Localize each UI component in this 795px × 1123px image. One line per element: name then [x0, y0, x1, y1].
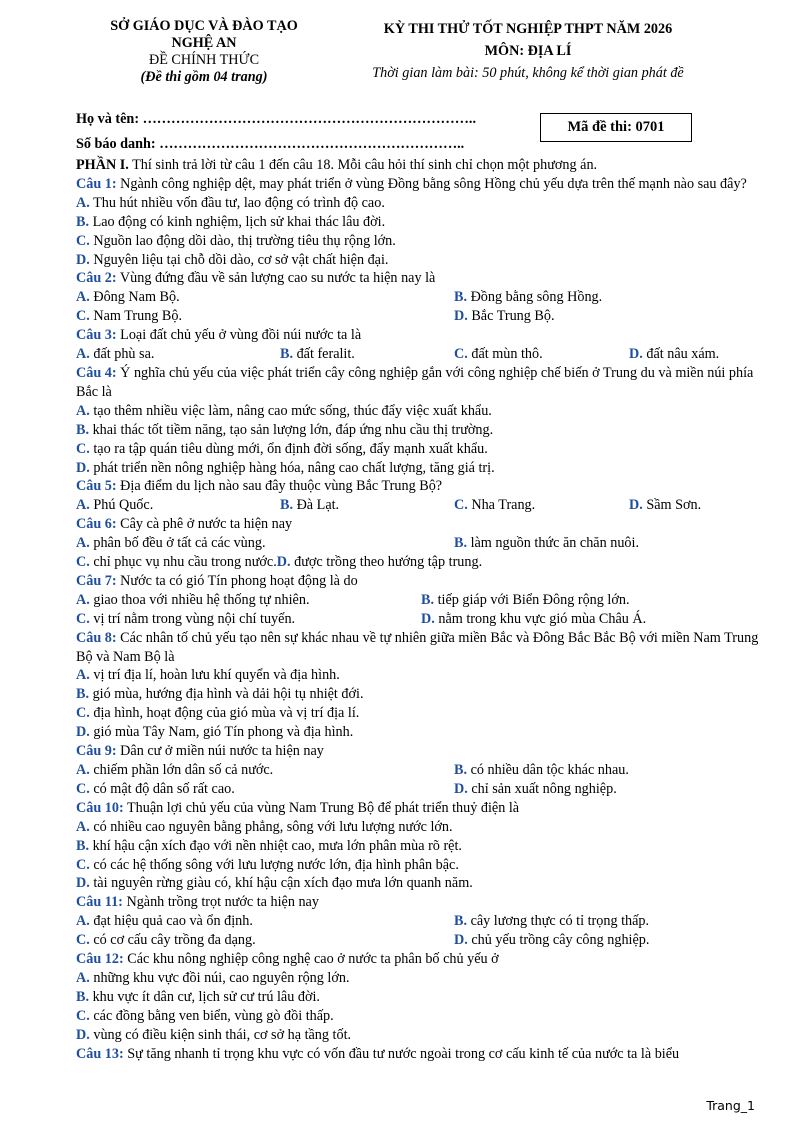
option-letter: A. [76, 818, 90, 835]
option-text: chủ yếu trồng cây công nghiệp. [467, 932, 650, 949]
option-row [76, 1026, 760, 1045]
page-number: Trang_1 [706, 1098, 755, 1113]
option-row [76, 1007, 760, 1026]
question-block [76, 893, 760, 950]
option-text: đất nâu xám. [642, 346, 720, 363]
option-text: Nguồn lao động dồi dào, thị trường tiêu thụ rộng lớn. [89, 232, 396, 249]
option-text: đất feralit. [293, 346, 355, 363]
option-letter: D. [629, 497, 643, 514]
option-row [76, 591, 760, 610]
option-row [76, 818, 760, 837]
province-name: NGHỆ AN [171, 35, 237, 51]
option-letter: B. [76, 686, 90, 703]
answer-option [76, 1026, 351, 1045]
option-text: những khu vực đồi núi, cao nguyên rộng lớn. [89, 969, 350, 986]
option-text: địa hình, hoạt động của gió mùa và vị trí địa lí. [89, 705, 360, 722]
part-intro [76, 156, 760, 175]
option-row [76, 307, 760, 326]
answer-option [76, 723, 353, 742]
option-row [76, 288, 760, 307]
issuer-block [78, 18, 330, 86]
option-letter: B. [76, 421, 90, 438]
question-stem [76, 175, 760, 194]
answer-option [76, 553, 277, 572]
answer-option [76, 874, 473, 893]
answer-option [454, 931, 649, 950]
option-text: nằm trong khu vực gió mùa Châu Á. [434, 610, 647, 627]
answer-option [277, 553, 482, 572]
option-letter: B. [76, 837, 90, 854]
option-letter: B. [454, 289, 468, 306]
option-row [76, 666, 760, 685]
option-row [76, 421, 760, 440]
option-text: Bắc Trung Bộ. [467, 308, 555, 325]
candidate-name-line: Họ và tên: …………………………………………………………….. [76, 111, 477, 127]
question-text: Địa điểm du lịch nào sau đây thuộc vùng Bắc Trung Bộ? [116, 478, 443, 495]
question-stem [76, 742, 760, 761]
question-number: Câu 6: [76, 516, 117, 533]
candidate-id-line: Số báo danh: ……………………………………………………….. [76, 136, 465, 152]
answer-option [76, 969, 350, 988]
option-letter: B. [454, 535, 468, 552]
answer-option [76, 704, 359, 723]
option-letter: A. [76, 535, 90, 552]
option-letter: B. [280, 497, 294, 514]
answer-option [76, 1007, 334, 1026]
option-letter: A. [76, 913, 90, 930]
question-number: Câu 9: [76, 743, 117, 760]
answer-option [76, 213, 385, 232]
part-label: PHẦN I. [76, 157, 129, 173]
question-number: Câu 4: [76, 364, 117, 381]
option-text: vị trí địa lí, hoàn lưu khí quyển và địa hình. [89, 667, 340, 684]
question-number: Câu 11: [76, 894, 123, 911]
answer-option [76, 440, 488, 459]
option-row [76, 931, 760, 950]
answer-option [76, 761, 454, 780]
answer-option [76, 685, 364, 704]
option-text: khu vực ít dân cư, lịch sử cư trú lâu đời. [89, 988, 320, 1005]
option-row [76, 496, 760, 515]
question-block [76, 477, 760, 515]
exam-content [76, 156, 760, 1064]
answer-option [629, 496, 701, 515]
option-row [76, 213, 760, 232]
option-text: có nhiều cao nguyên bằng phẳng, sông với lưu lượng nước lớn. [89, 818, 453, 835]
answer-option [421, 610, 646, 629]
answer-option [76, 251, 388, 270]
subject-title: MÔN: ĐỊA LÍ [484, 43, 572, 59]
option-text: phát triển nền nông nghiệp hàng hóa, nâng cao chất lượng, tăng giá trị. [89, 459, 495, 476]
question-stem [76, 364, 760, 402]
option-letter: C. [454, 346, 468, 363]
time-note: Thời gian làm bài: 50 phút, không kể thời gian phát đề [372, 65, 684, 81]
option-text: Phú Quốc. [89, 497, 154, 514]
answer-option [76, 288, 454, 307]
answer-option [76, 931, 454, 950]
exam-title: KỲ THI THỬ TỐT NGHIỆP THPT NĂM 2026 [383, 21, 673, 37]
option-text: các đồng bằng ven biển, vùng gò đồi thấp. [89, 1007, 334, 1024]
option-text: vị trí nằm trong vùng nội chí tuyến. [89, 610, 296, 627]
answer-option [421, 591, 630, 610]
question-number: Câu 10: [76, 799, 124, 816]
answer-option [454, 307, 555, 326]
part-instructions: Thí sinh trả lời từ câu 1 đến câu 18. Mỗi câu hỏi thí sinh chỉ chọn một phương án. [128, 157, 598, 173]
option-text: Thu hút nhiều vốn đầu tư, lao động có trình độ cao. [89, 194, 385, 211]
option-letter: D. [76, 875, 90, 892]
answer-option [76, 534, 454, 553]
question-number: Câu 13: [76, 1045, 124, 1062]
answer-option [280, 345, 454, 364]
option-row [76, 969, 760, 988]
option-row [76, 685, 760, 704]
option-row [76, 232, 760, 251]
question-number: Câu 12: [76, 951, 124, 968]
answer-option [454, 761, 629, 780]
question-block [76, 269, 760, 326]
option-letter: D. [421, 610, 435, 627]
question-number: Câu 8: [76, 629, 117, 646]
option-letter: D. [276, 554, 291, 571]
option-text: có cơ cấu cây trồng đa dạng. [89, 932, 256, 949]
option-text: Đông Nam Bộ. [89, 289, 180, 306]
option-letter: C. [76, 780, 90, 797]
question-stem [76, 269, 760, 288]
option-text: được trồng theo hướng tập trung. [290, 554, 483, 571]
option-letter: C. [76, 308, 90, 325]
answer-option [454, 780, 617, 799]
answer-option [280, 496, 454, 515]
question-block [76, 950, 760, 1045]
option-row [76, 194, 760, 213]
question-text: Ý nghĩa chủ yếu của việc phát triển cây công nghiệp gắn với công nghiệp chế biến ở Trung du và miền núi phía Bắc là [76, 364, 754, 400]
option-letter: B. [454, 913, 468, 930]
option-text: đạt hiệu quả cao và ổn định. [89, 913, 253, 930]
option-letter: C. [76, 856, 90, 873]
question-text: Dân cư ở miền núi nước ta hiện nay [116, 743, 324, 760]
option-letter: B. [454, 762, 468, 778]
option-row [76, 837, 760, 856]
pages-note: (Đề thi gồm 04 trang) [140, 69, 268, 85]
option-row [76, 534, 760, 553]
question-block [76, 742, 760, 799]
option-text: Nguyên liệu tại chỗ dồi dào, cơ sở vật chất hiện đại. [89, 251, 389, 268]
question-text: Các khu nông nghiệp công nghệ cao ở nước ta phân bố chủ yếu ở [123, 951, 499, 968]
option-letter: A. [76, 969, 90, 986]
option-letter: C. [76, 705, 90, 722]
option-text: cây lương thực có tỉ trọng thấp. [467, 913, 650, 930]
option-text: có nhiều dân tộc khác nhau. [467, 762, 629, 778]
question-text: Ngành công nghiệp dệt, may phát triển ở vùng Đồng bằng sông Hồng chủ yếu dựa trên thế mạnh nào sau đây? [116, 175, 747, 192]
answer-option [76, 496, 280, 515]
option-text: vùng có điều kiện sinh thái, cơ sở hạ tầng tốt. [89, 1026, 352, 1043]
answer-option [76, 307, 454, 326]
option-row [76, 761, 760, 780]
question-text: Sự tăng nhanh tỉ trọng khu vực có vốn đầu tư nước ngoài trong cơ cấu kinh tế của nước ta là biểu [123, 1045, 680, 1062]
question-block [76, 364, 760, 477]
option-text: Lao động có kinh nghiệm, lịch sử khai thác lâu đời. [89, 213, 386, 230]
question-block [76, 1045, 760, 1064]
option-text: gió mùa, hướng địa hình và dải hội tụ nhiệt đới. [89, 686, 364, 703]
option-text: khai thác tốt tiềm năng, tạo sản lượng lớn, đáp ứng nhu cầu thị trường. [89, 421, 494, 438]
option-letter: D. [629, 346, 643, 363]
option-letter: C. [76, 610, 90, 627]
option-letter: B. [421, 591, 435, 608]
option-row [76, 723, 760, 742]
question-stem [76, 950, 760, 969]
answer-option [76, 591, 421, 610]
option-text: đất phù sa. [89, 346, 155, 363]
option-letter: C. [76, 554, 90, 571]
answer-option [454, 534, 639, 553]
option-row [76, 704, 760, 723]
option-text: có các hệ thống sông với lưu lượng nước lớn, địa hình phân bậc. [89, 856, 459, 873]
answer-option [76, 912, 454, 931]
answer-option [76, 194, 385, 213]
option-text: Sầm Sơn. [642, 497, 702, 514]
option-letter: D. [454, 780, 468, 797]
answer-option [629, 345, 719, 364]
answer-option [76, 232, 396, 251]
option-text: Nam Trung Bộ. [89, 308, 183, 325]
option-text: giao thoa với nhiều hệ thống tự nhiên. [89, 591, 310, 608]
option-row [76, 345, 760, 364]
option-letter: D. [454, 932, 468, 949]
question-block [76, 799, 760, 894]
option-letter: A. [76, 667, 90, 684]
answer-option [76, 345, 280, 364]
option-text: tạo thêm nhiều việc làm, nâng cao mức sống, thúc đẩy việc xuất khẩu. [89, 402, 492, 419]
option-row [76, 459, 760, 478]
option-letter: D. [454, 308, 468, 325]
answer-option [76, 421, 493, 440]
option-text: chỉ phục vụ nhu cầu trong nước. [89, 554, 277, 571]
option-text: đất mùn thô. [467, 346, 543, 363]
option-row [76, 610, 760, 629]
question-number: Câu 5: [76, 478, 117, 495]
option-text: chiếm phần lớn dân số cả nước. [89, 762, 274, 778]
answer-option [76, 780, 454, 799]
question-stem [76, 515, 760, 534]
answer-option [76, 666, 340, 685]
exam-info-block [338, 18, 718, 84]
option-text: làm nguồn thức ăn chăn nuôi. [467, 535, 640, 552]
option-letter: A. [76, 346, 90, 363]
option-row [76, 988, 760, 1007]
answer-option [454, 288, 602, 307]
option-letter: B. [76, 988, 90, 1005]
department-name: SỞ GIÁO DỤC VÀ ĐÀO TẠO [110, 18, 298, 34]
option-text: tạo ra tập quán tiêu dùng mới, ổn định đời sống, đẩy mạnh xuất khẩu. [89, 440, 488, 457]
answer-option [76, 818, 453, 837]
official-label: ĐỀ CHÍNH THỨC [148, 52, 260, 68]
question-stem [76, 477, 760, 496]
answer-option [76, 988, 320, 1007]
option-letter: D. [76, 459, 90, 476]
answer-option [76, 459, 495, 478]
option-letter: D. [76, 1026, 90, 1043]
question-stem [76, 1045, 760, 1064]
option-row [76, 874, 760, 893]
option-letter: D. [76, 251, 90, 268]
option-row [76, 553, 760, 572]
option-text: chỉ sản xuất nông nghiệp. [467, 780, 617, 797]
option-text: Đà Lạt. [293, 497, 340, 514]
option-row [76, 402, 760, 421]
question-number: Câu 3: [76, 327, 117, 344]
option-text: Đồng bằng sông Hồng. [467, 289, 603, 306]
option-letter: C. [454, 497, 468, 514]
option-row [76, 780, 760, 799]
option-row [76, 251, 760, 270]
answer-option [454, 496, 629, 515]
answer-option [76, 856, 459, 875]
answer-option [454, 912, 649, 931]
option-letter: A. [76, 591, 90, 608]
option-text: tài nguyên rừng giàu có, khí hậu cận xích đạo mưa lớn quanh năm. [89, 875, 473, 892]
question-number: Câu 1: [76, 175, 117, 192]
option-letter: D. [76, 724, 90, 741]
option-text: gió mùa Tây Nam, gió Tín phong và địa hình. [89, 724, 354, 741]
question-text: Vùng đứng đầu về sản lượng cao su nước ta hiện nay là [116, 270, 436, 287]
option-letter: C. [76, 1007, 90, 1024]
option-letter: A. [76, 762, 90, 778]
option-letter: C. [76, 440, 90, 457]
option-text: tiếp giáp với Biển Đông rộng lớn. [434, 591, 630, 608]
question-text: Cây cà phê ở nước ta hiện nay [116, 516, 293, 533]
option-text: Nha Trang. [467, 497, 536, 514]
option-letter: A. [76, 289, 90, 306]
question-stem [76, 326, 760, 345]
question-block [76, 572, 760, 629]
option-letter: A. [76, 402, 90, 419]
question-text: Loại đất chủ yếu ở vùng đồi núi nước ta là [116, 327, 362, 344]
option-row [76, 856, 760, 875]
option-letter: A. [76, 194, 90, 211]
option-row [76, 440, 760, 459]
question-block [76, 175, 760, 270]
question-block [76, 326, 760, 364]
option-text: phân bố đều ở tất cả các vùng. [89, 535, 266, 552]
option-letter: C. [76, 232, 90, 249]
question-stem [76, 629, 760, 667]
option-letter: B. [76, 213, 90, 230]
option-letter: A. [76, 497, 90, 514]
question-stem [76, 893, 760, 912]
option-letter: B. [280, 346, 294, 363]
answer-option [76, 610, 421, 629]
option-text: khí hậu cận xích đạo với nền nhiệt cao, mưa lớn phân mùa rõ rệt. [89, 837, 462, 854]
question-text: Ngành trồng trọt nước ta hiện nay [122, 894, 319, 911]
question-stem [76, 572, 760, 591]
question-block [76, 629, 760, 742]
option-letter: C. [76, 932, 90, 949]
option-row [76, 912, 760, 931]
answer-option [454, 345, 629, 364]
exam-code-box: Mã đề thi: 0701 [540, 113, 692, 142]
question-number: Câu 7: [76, 572, 117, 589]
answer-option [76, 837, 462, 856]
question-text: Các nhân tố chủ yếu tạo nên sự khác nhau về tự nhiên giữa miền Bắc và Đông Bắc Bắc Bộ với miền Nam Trung Bộ và Nam Bộ là [76, 629, 759, 665]
question-number: Câu 2: [76, 270, 117, 287]
question-text: Thuận lợi chủ yếu của vùng Nam Trung Bộ để phát triển thuỷ điện là [123, 799, 520, 816]
question-block [76, 515, 760, 572]
answer-option [76, 402, 492, 421]
question-stem [76, 799, 760, 818]
option-text: có mật độ dân số rất cao. [89, 780, 235, 797]
question-text: Nước ta có gió Tín phong hoạt động là do [116, 572, 358, 589]
